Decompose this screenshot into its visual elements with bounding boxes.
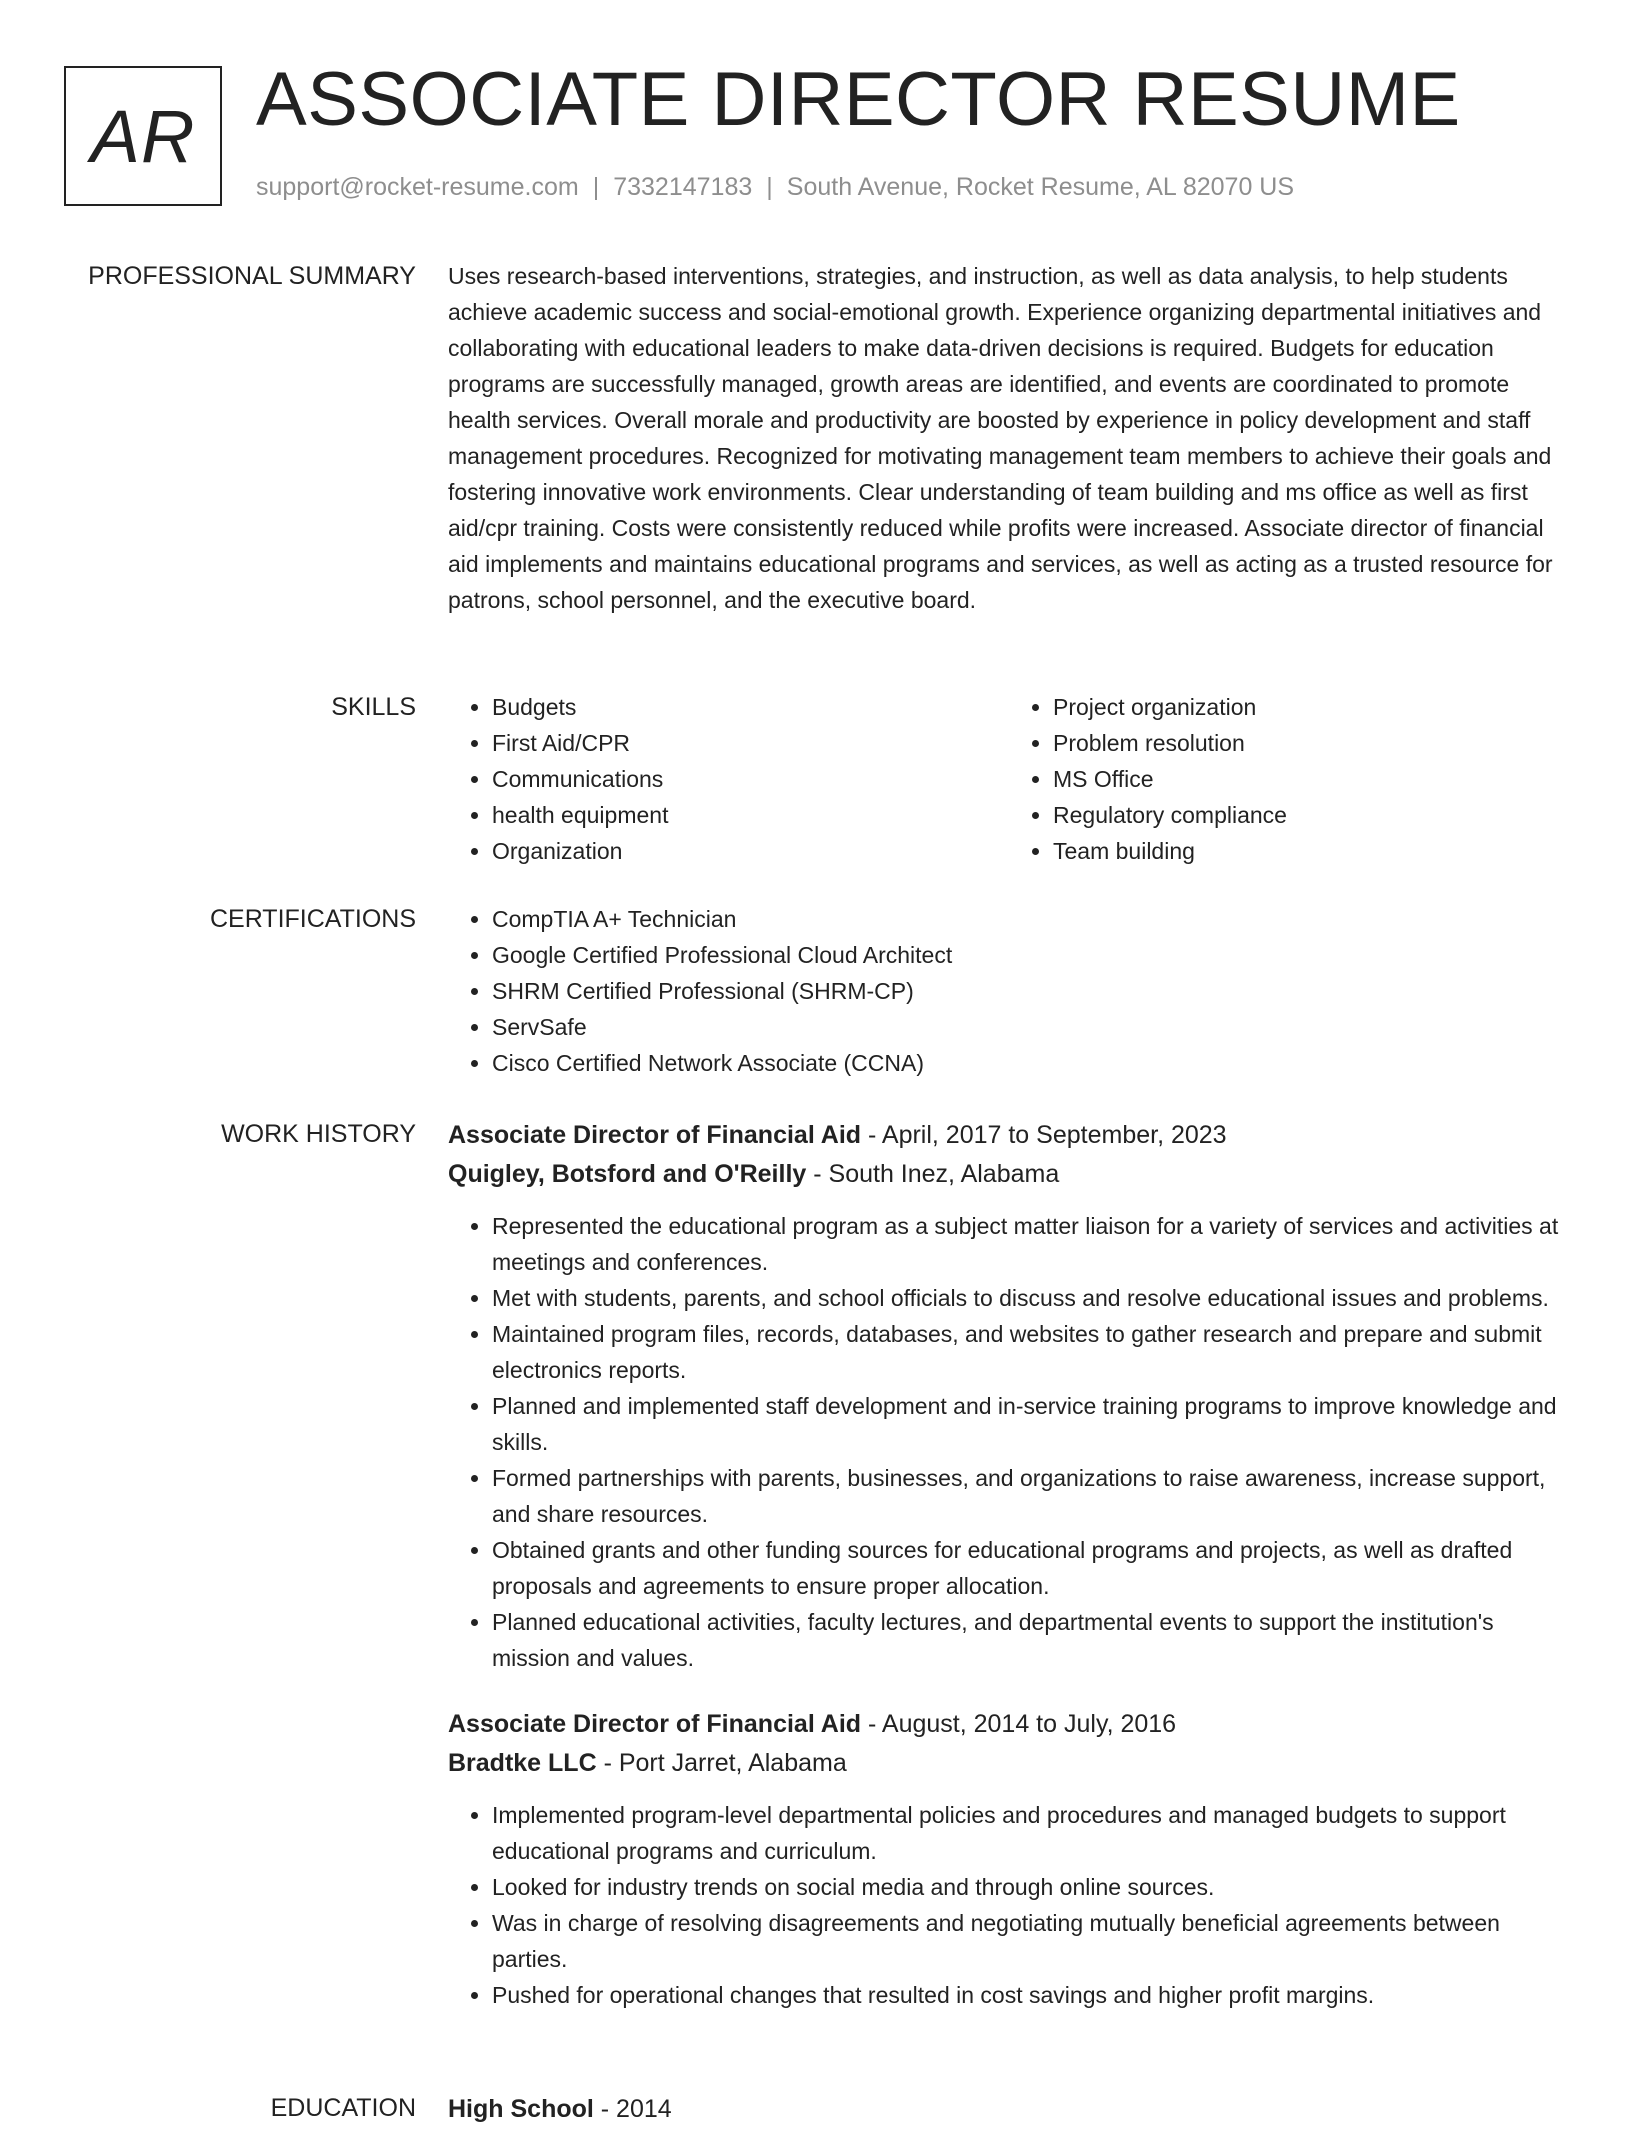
contact-phone: 7332147183: [613, 173, 753, 201]
skill-item: • Project organization: [1053, 689, 1570, 725]
skill-item: • Team building: [1053, 833, 1570, 869]
contact-line: [256, 173, 1294, 202]
job-duty: • Represented the educational program as a subject matter liaison for a variety of services and activities at meetings and conferences.: [492, 1208, 1570, 1280]
skill-item: • Budgets: [492, 689, 1009, 725]
job-duty: • Obtained grants and other funding sources for educational programs and projects, as well as drafted proposals and agreements to ensure proper allocation.: [492, 1532, 1570, 1604]
job-duties-list: [448, 1797, 1570, 2013]
work-history-heading: WORK HISTORY: [221, 1120, 416, 1148]
certifications-list: [448, 901, 1570, 1081]
job-dates: - April, 2017 to September, 2023: [861, 1121, 1227, 1149]
work-history-body: [448, 1116, 1570, 2013]
job-title: Associate Director of Financial Aid: [448, 1121, 862, 1149]
skills-list-left: [448, 689, 1009, 869]
summary-heading: PROFESSIONAL SUMMARY: [88, 262, 416, 290]
education-year: - 2014: [593, 2095, 672, 2123]
resume-title: ASSOCIATE DIRECTOR RESUME: [256, 57, 1461, 142]
skill-item: • Regulatory compliance: [1053, 797, 1570, 833]
education-body: [448, 2090, 1570, 2129]
job-entry: [448, 1705, 1570, 2013]
job-entry: [448, 1116, 1570, 1676]
certification-item: • ServSafe: [492, 1009, 1570, 1045]
contact-separator: |: [766, 173, 773, 201]
job-duty: • Was in charge of resolving disagreements and negotiating mutually beneficial agreements between parties.: [492, 1905, 1570, 1977]
job-company-line: [448, 1155, 1570, 1194]
education-heading: EDUCATION: [270, 2094, 416, 2122]
certification-item: • Cisco Certified Network Associate (CCNA): [492, 1045, 1570, 1081]
contact-address: South Avenue, Rocket Resume, AL 82070 US: [786, 173, 1295, 201]
education-school: High School: [448, 2095, 594, 2123]
job-company: Bradtke LLC: [448, 1749, 597, 1777]
job-title-line: [448, 1705, 1570, 1744]
job-title: Associate Director of Financial Aid: [448, 1710, 862, 1738]
skill-item: • health equipment: [492, 797, 1009, 833]
summary-text: Uses research-based interventions, strategies, and instruction, as well as data analysis, to help students achieve academic success and social-emotional growth. Experience organizing departmental initiatives and collaborating with educational leaders to make data-driven decisions is required. Budgets for education programs are successfully managed, growth areas are identified, and events are coordinated to promote health services. Overall morale and productivity are boosted by experience in policy development and staff management procedures. Recognized for motivating management team members to achieve their goals and fostering innovative work environments. Clear understanding of team building and ms office as well as first aid/cpr training. Costs were consistently reduced while profits were increased. Associate director of financial aid implements and maintains educational programs and services, as well as acting as a trusted resource for patrons, school personnel, and the executive board.: [448, 263, 1553, 613]
job-title-line: [448, 1116, 1570, 1155]
certification-item: • Google Certified Professional Cloud Architect: [492, 937, 1570, 973]
job-duty: • Maintained program files, records, databases, and websites to gather research and prepare and submit electronics reports.: [492, 1316, 1570, 1388]
skill-item: • Communications: [492, 761, 1009, 797]
certifications-heading: CERTIFICATIONS: [209, 905, 416, 933]
job-duty: • Pushed for operational changes that resulted in cost savings and higher profit margins.: [492, 1977, 1570, 2013]
job-company-line: [448, 1744, 1570, 1783]
job-duty: • Met with students, parents, and school officials to discuss and resolve educational issues and problems.: [492, 1280, 1570, 1316]
job-duty: • Looked for industry trends on social media and through online sources.: [492, 1869, 1570, 1905]
job-duty: • Formed partnerships with parents, businesses, and organizations to raise awareness, increase support, and share resources.: [492, 1460, 1570, 1532]
skill-item: • Organization: [492, 833, 1009, 869]
certification-item: • CompTIA A+ Technician: [492, 901, 1570, 937]
contact-email: support@rocket-resume.com: [256, 173, 579, 201]
skills-list-right: [1009, 689, 1570, 869]
contact-separator: |: [592, 173, 600, 201]
job-duty: • Planned and implemented staff development and in-service training programs to improve knowledge and skills.: [492, 1388, 1570, 1460]
certifications-body: [448, 901, 1570, 1081]
monogram-logo: AR: [64, 66, 222, 206]
job-duty: • Implemented program-level departmental policies and procedures and managed budgets to support educational programs and curriculum.: [492, 1797, 1570, 1869]
job-location: - South Inez, Alabama: [806, 1160, 1060, 1188]
certification-item: • SHRM Certified Professional (SHRM-CP): [492, 973, 1570, 1009]
job-company: Quigley, Botsford and O'Reilly: [448, 1160, 807, 1188]
skill-item: • MS Office: [1053, 761, 1570, 797]
job-duty: • Planned educational activities, faculty lectures, and departmental events to support the institution's mission and values.: [492, 1604, 1570, 1676]
skills-heading: SKILLS: [331, 693, 416, 721]
job-location: - Port Jarret, Alabama: [596, 1749, 847, 1777]
job-dates: - August, 2014 to July, 2016: [861, 1710, 1177, 1738]
skill-item: • First Aid/CPR: [492, 725, 1009, 761]
education-line: [448, 2090, 1570, 2129]
skill-item: • Problem resolution: [1053, 725, 1570, 761]
skills-body: [448, 689, 1570, 869]
job-duties-list: [448, 1208, 1570, 1676]
summary-body: [448, 258, 1570, 618]
